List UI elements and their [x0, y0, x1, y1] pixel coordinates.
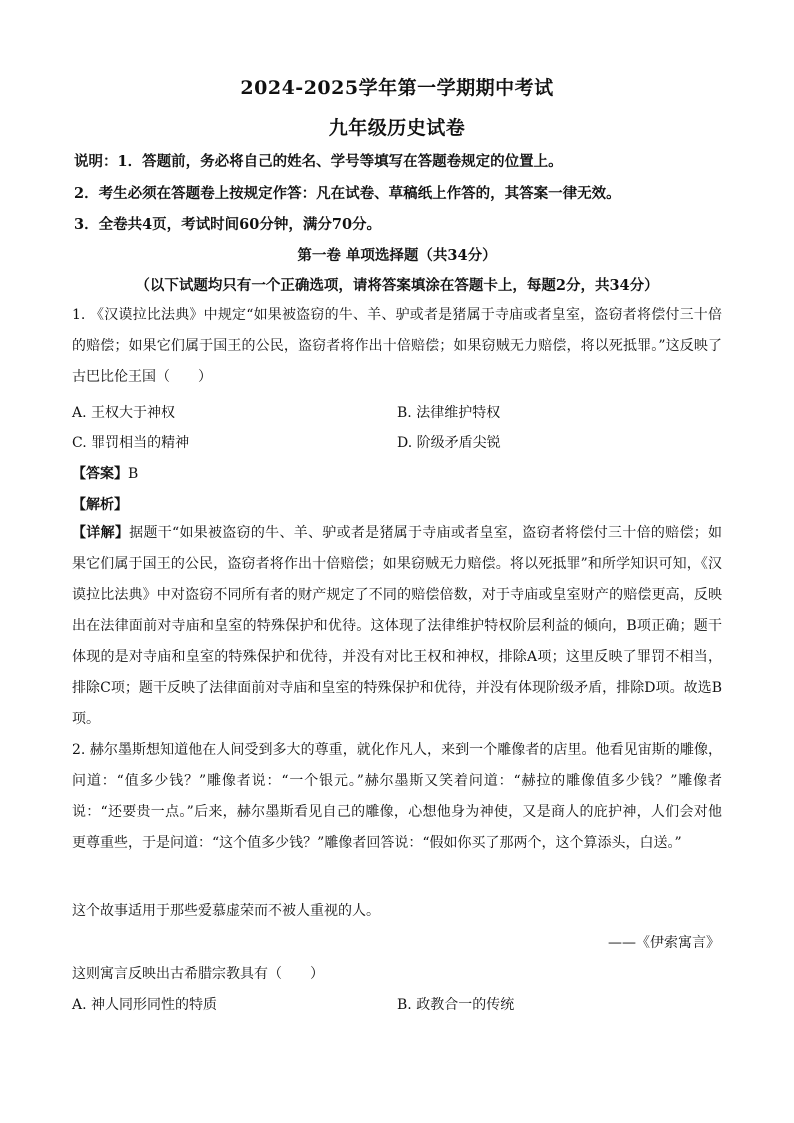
q1-detail	[72, 518, 722, 735]
instruction-1: 说明：1．答题前，务必将自己的姓名、学号等填写在答题卷规定的位置上。	[74, 153, 563, 170]
answer-value: B	[128, 466, 139, 482]
q1-answer	[72, 463, 138, 483]
analysis-label: 【解析】	[72, 497, 128, 513]
section-title: 第一卷 单项选择题（共34分）	[297, 247, 497, 264]
q2-source: ——《伊索寓言》	[608, 935, 720, 951]
answer-label: 【答案】	[72, 466, 128, 482]
q1-option-b: B. 法律维护特权	[397, 405, 501, 421]
exam-subtitle: 九年级历史试卷	[328, 117, 466, 139]
section-note: （以下试题均只有一个正确选项，请将答案填涂在答题卡上，每题2分，共34分）	[135, 277, 659, 294]
instruction-2: 2．考生必须在答题卷上按规定作答：凡在试卷、草稿纸上作答的，其答案一律无效。	[74, 185, 621, 202]
question-1-stem: 1. 《汉谟拉比法典》中规定“如果被盗窃的牛、羊、驴或者是猪属于寺庙或者皇室，盗窃者将偿付三十倍的赔偿；如果它们属于国王的公民，盗窃者将作出十倍赔偿；如果窃贼无力赔偿，将以死抵罪。”这反映了古巴比伦王国（ ）	[72, 307, 722, 385]
q2-moral: 这个故事适用于那些爱慕虚荣而不被人重视的人。	[72, 903, 380, 919]
q2-option-b: B. 政教合一的传统	[397, 997, 515, 1013]
detail-text: 据题干“如果被盗窃的牛、羊、驴或者是猪属于寺庙或者皇室，盗窃者将偿付三十倍的赔偿；如果它们属于国王的公民，盗窃者将作出十倍赔偿；如果窃贼无力赔偿。将以死抵罪”和所学知识可知，《汉谟拉比法典》中对盗窃不同所有者的财产规定了不同的赔偿倍数，对于寺庙或皇室财产的赔偿更高，反映出在法律面前对寺庙和皇室的特殊保护和优待。这体现了法律维护特权阶层利益的倾向，B项正确；题干体现的是对寺庙和皇室的特殊保护和优待，并没有对比王权和神权，排除A项；这里反映了罪罚不相当，排除C项；题干反映了法律面前对寺庙和皇室的特殊保护和优待，并没有体现阶级矛盾，排除D项。故选B项。	[72, 525, 723, 727]
q1-analysis	[72, 494, 128, 514]
q1-option-d: D. 阶级矛盾尖锐	[397, 435, 501, 451]
exam-title: 2024-2025学年第一学期期中考试	[240, 77, 554, 99]
q2-option-a: A. 神人同形同性的特质	[72, 997, 218, 1013]
question-2-stem: 2. 赫尔墨斯想知道他在人间受到多大的尊重，就化作凡人，来到一个雕像者的店里。他看见宙斯的雕像，问道：“值多少钱？”雕像者说：“一个银元。”赫尔墨斯又笑着问道：“赫拉的雕像值多少钱？”雕像者说：“还要贵一点。”后来，赫尔墨斯看见自己的雕像，心想他身为神使，又是商人的庇护神，人们会对他更尊重些，于是问道：“这个值多少钱？”雕像者回答说：“假如你买了那两个，这个算添头，白送。”	[72, 742, 722, 851]
q2-question: 这则寓言反映出古希腊宗教具有（ ）	[72, 966, 324, 982]
q1-option-a: A. 王权大于神权	[72, 405, 176, 421]
detail-label: 【详解】	[72, 525, 130, 541]
instruction-3: 3．全卷共4页，考试时间60分钟，满分70分。	[74, 216, 382, 233]
q1-option-c: C. 罪罚相当的精神	[72, 435, 190, 451]
